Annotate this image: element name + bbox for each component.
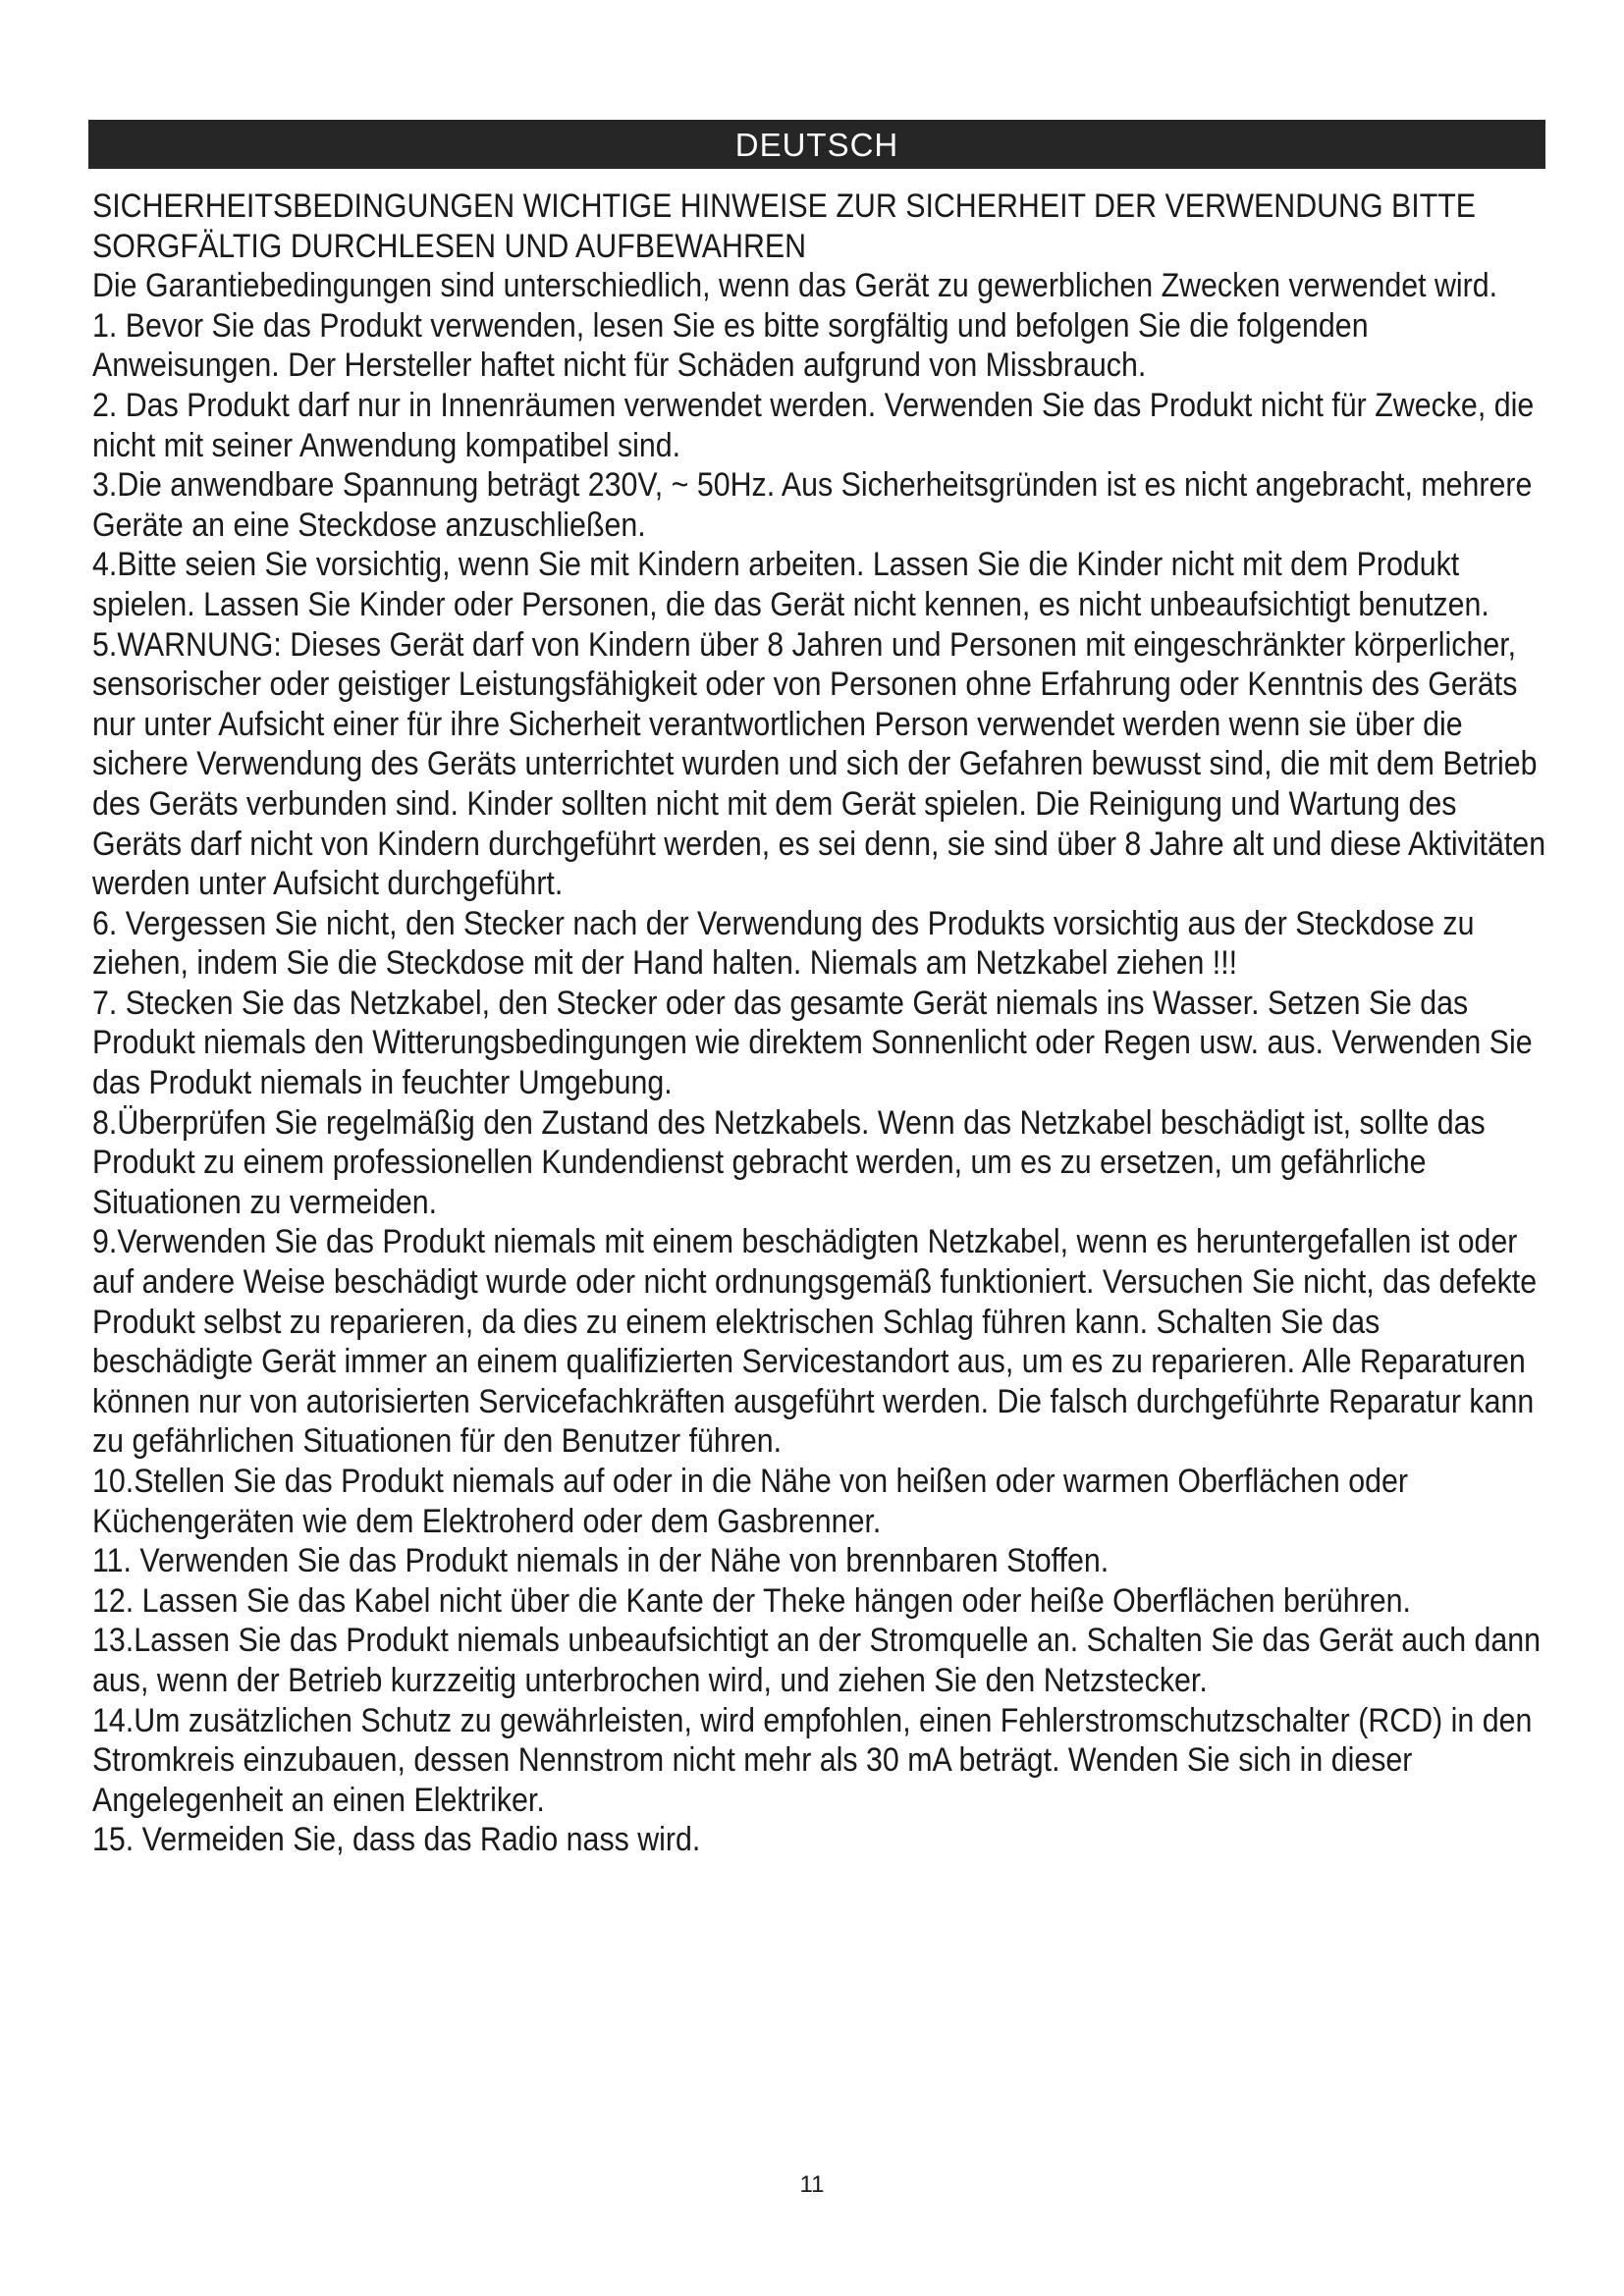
- instruction-item-8: 8.Überprüfen Sie regelmäßig den Zustand des Netzkabels. Wenn das Netzkabel beschädigt ist, sollte das Produkt zu einem professionellen Kundendienst gebracht werden, um es zu ersetzen, um gefährliche Situationen zu vermeiden.: [92, 1103, 1486, 1221]
- instruction-item-3: 3.Die anwendbare Spannung beträgt 230V, ~ 50Hz. Aus Sicherheitsgründen ist es nicht angebracht, mehrere Geräte an eine Steckdose anzuschließen.: [92, 466, 1533, 544]
- instruction-item-2: 2. Das Produkt darf nur in Innenräumen verwendet werden. Verwenden Sie das Produkt nicht für Zwecke, die nicht mit seiner Anwendung kompatibel sind.: [92, 386, 1535, 464]
- safety-instructions: [92, 187, 1545, 1860]
- instruction-item-7: 7. Stecken Sie das Netzkabel, den Stecker oder das gesamte Gerät niemals ins Wasser. Setzen Sie das Produkt niemals den Witterungsbedingungen wie direktem Sonnenlicht oder Regen usw. aus. Verwenden Sie das Produkt niemals in feuchter Umgebung.: [92, 984, 1533, 1102]
- instruction-item-1: 1. Bevor Sie das Produkt verwenden, lesen Sie es bitte sorgfältig und befolgen Sie die folgenden Anweisungen. Der Hersteller haftet nicht für Schäden aufgrund von Missbrauch.: [92, 306, 1369, 385]
- instruction-item-9: 9.Verwenden Sie das Produkt niemals mit einem beschädigten Netzkabel, wenn es heruntergefallen ist oder auf andere Weise beschädigt wurde oder nicht ordnungsgemäß funktioniert. Versuchen Sie nicht, das defekte Produkt selbst zu reparieren, da dies zu einem elektrischen Schlag führen kann. Schalten Sie das beschädigte Gerät immer an einem qualifizierten Servicestandort aus, um es zu reparieren. Alle Reparaturen können nur von autorisierten Servicefachkräften ausgeführt werden. Die falsch durchgeführte Reparatur kann zu gefährlichen Situationen für den Benutzer führen.: [92, 1223, 1538, 1461]
- instruction-item-15: 15. Vermeiden Sie, dass das Radio nass wird.: [92, 1821, 701, 1859]
- page-number: 11: [799, 2171, 825, 2198]
- section-title: SICHERHEITSBEDINGUNGEN WICHTIGE HINWEISE ZUR SICHERHEIT DER VERWENDUNG BITTE SORGFÄLTIG DURCHLESEN UND AUFBEWAHREN: [92, 187, 1477, 265]
- instruction-item-13: 13.Lassen Sie das Produkt niemals unbeaufsichtigt an der Stromquelle an. Schalten Sie das Gerät auch dann aus, wenn der Betrieb kurzzeitig unterbrochen wird, und ziehen Sie den Netzstecker.: [92, 1622, 1542, 1699]
- language-header: [88, 120, 1545, 169]
- instruction-item-14: 14.Um zusätzlichen Schutz zu gewährleisten, wird empfohlen, einen Fehlerstromschutzschalter (RCD) in den Stromkreis einzubauen, dessen Nennstrom nicht mehr als 30 mA beträgt. Wenden Sie sich in dieser Angelegenheit an einen Elektriker.: [92, 1701, 1533, 1819]
- instruction-item-4: 4.Bitte seien Sie vorsichtig, wenn Sie mit Kindern arbeiten. Lassen Sie die Kinder nicht mit dem Produkt spielen. Lassen Sie Kinder oder Personen, die das Gerät nicht kennen, es nicht unbeaufsichtigt benutzen.: [92, 546, 1489, 623]
- language-label: DEUTSCH: [734, 126, 899, 163]
- instruction-item-6: 6. Vergessen Sie nicht, den Stecker nach der Verwendung des Produkts vorsichtig aus der Steckdose zu ziehen, indem Sie die Steckdose mit der Hand halten. Niemals am Netzkabel ziehen !!!: [92, 904, 1475, 983]
- instruction-item-12: 12. Lassen Sie das Kabel nicht über die Kante der Theke hängen oder heiße Oberflächen berühren.: [92, 1581, 1411, 1620]
- instruction-item-5: 5.WARNUNG: Dieses Gerät darf von Kindern über 8 Jahren und Personen mit eingeschränkter körperlicher, sensorischer oder geistiger Leistungsfähigkeit oder von Personen ohne Erfahrung oder Kenntnis des Geräts nur unter Aufsicht einer für ihre Sicherheit verantwortlichen Person verwendet werden wenn sie über die sichere Verwendung des Geräts unterrichtet wurden und sich der Gefahren bewusst sind, die mit dem Betrieb des Geräts verbunden sind. Kinder sollten nicht mit dem Gerät spielen. Die Reinigung und Wartung des Geräts darf nicht von Kindern durchgeführt werden, es sei denn, sie sind über 8 Jahre alt und diese Aktivitäten werden unter Aufsicht durchgeführt.: [92, 625, 1546, 903]
- instruction-item-11: 11. Verwenden Sie das Produkt niemals in der Nähe von brennbaren Stoffen.: [92, 1542, 1110, 1580]
- intro-paragraph: Die Garantiebedingungen sind unterschiedlich, wenn das Gerät zu gewerblichen Zwecken verwendet wird.: [92, 267, 1498, 305]
- instruction-item-10: 10.Stellen Sie das Produkt niemals auf oder in die Nähe von heißen oder warmen Oberflächen oder Küchengeräten wie dem Elektroherd oder dem Gasbrenner.: [92, 1463, 1409, 1540]
